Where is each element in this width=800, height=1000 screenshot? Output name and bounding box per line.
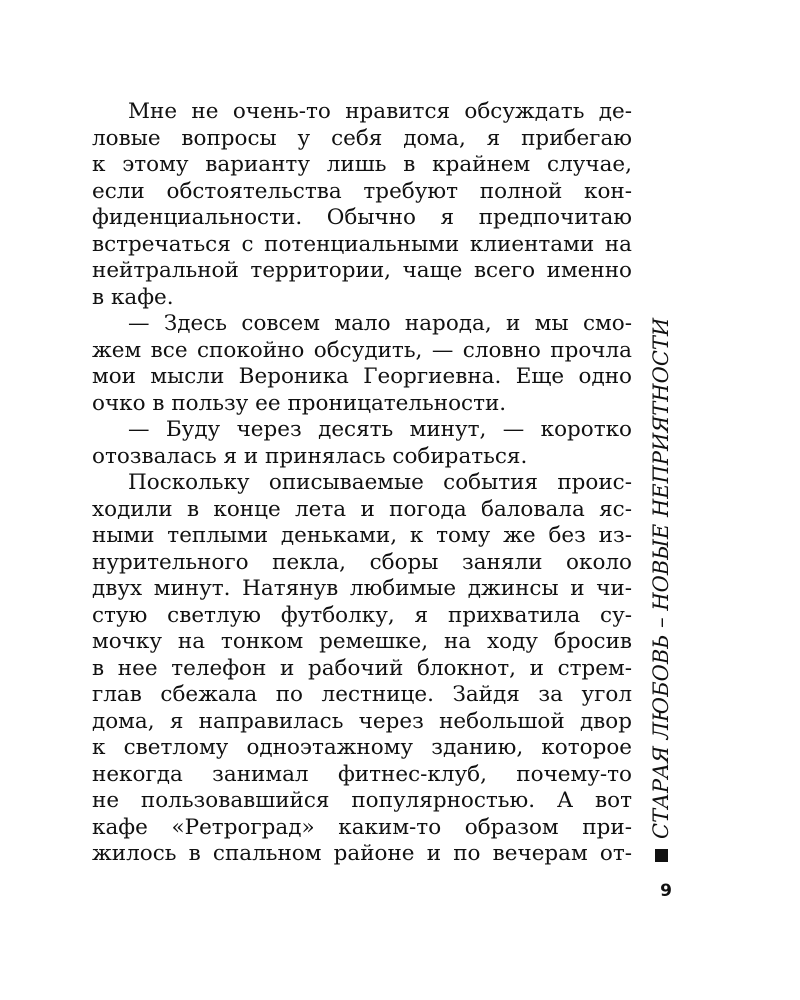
- text-line: отозвалась я и принялась собираться.: [92, 443, 528, 469]
- text-line: кафе «Ретроград» каким-то образом при-: [92, 814, 632, 840]
- text-line: жем все спокойно обсудить, — словно прочла: [92, 337, 632, 363]
- text-line: стую светлую футболку, я прихватила су-: [92, 602, 632, 628]
- text-line: Поскольку описываемые события проис-: [128, 470, 632, 495]
- text-line: не пользовавшийся популярностью. А вот: [92, 788, 632, 813]
- text-line: Мне не очень-то нравится обсуждать де-: [128, 99, 632, 124]
- text-line: — Буду через десять минут, — коротко: [128, 417, 632, 442]
- text-line: ходили в конце лета и погода баловала яс-: [92, 496, 632, 522]
- text-line: двух минут. Натянув любимые джинсы и чи-: [92, 576, 632, 601]
- text-line: в нее телефон и рабочий блокнот, и стрем-: [92, 655, 632, 681]
- text-line: глав сбежала по лестнице. Зайдя за угол: [92, 682, 632, 707]
- text-line: мои мысли Вероника Георгиевна. Еще одно: [92, 364, 632, 389]
- text-line: к этому варианту лишь в крайнем случае,: [92, 152, 632, 177]
- text-line: в кафе.: [92, 284, 174, 310]
- text-line: жилось в спальном районе и по вечерам от-: [92, 841, 632, 866]
- running-title-text: СТАРАЯ ЛЮБОВЬ – НОВЫЕ НЕПРИЯТНОСТИ: [649, 317, 673, 839]
- text-line: ными теплыми деньками, к тому же без из-: [92, 523, 632, 548]
- text-line: некогда занимал фитнес-клуб, почему-то: [92, 761, 632, 787]
- text-line: очко в пользу ее проницательности.: [92, 390, 507, 416]
- page-number: 9: [660, 881, 672, 901]
- square-bullet-icon: [655, 849, 668, 862]
- body-text: [92, 99, 632, 868]
- text-line: нурительного пекла, сборы заняли около: [92, 549, 632, 575]
- text-line: — Здесь совсем мало народа, и мы смо-: [128, 311, 632, 336]
- text-line: к светлому одноэтажному зданию, которое: [92, 735, 632, 760]
- text-line: фиденциальности. Обычно я предпочитаю: [92, 205, 632, 230]
- text-line: ловые вопросы у себя дома, я прибегаю: [92, 125, 632, 151]
- text-line: нейтральной территории, чаще всего именно: [92, 258, 632, 283]
- text-line: мочку на тонком ремешке, на ходу бросив: [92, 629, 632, 654]
- text-line: если обстоятельства требуют полной кон-: [92, 178, 632, 204]
- text-line: встречаться с потенциальными клиентами на: [92, 231, 632, 257]
- text-line: дома, я направилась через небольшой двор: [92, 708, 632, 734]
- running-title: [648, 318, 674, 862]
